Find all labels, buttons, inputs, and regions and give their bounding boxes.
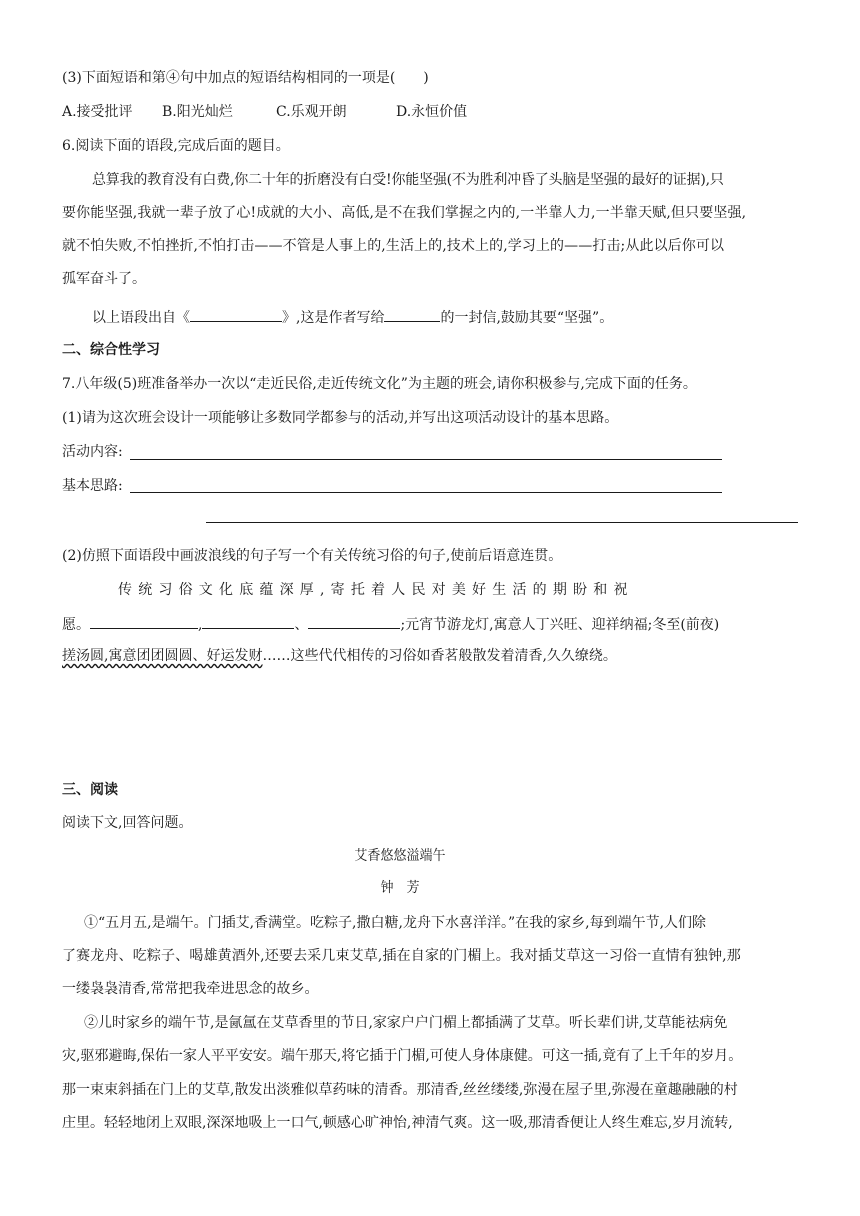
- q6-fill-sentence: [92, 306, 613, 328]
- q5-3-stem: (3)下面短语和第④句中加点的短语结构相同的一项是( ): [62, 70, 429, 86]
- imitation-blank-2[interactable]: [202, 613, 294, 629]
- q7-paragraph-line-1: 传统习俗文化底蕴深厚,寄托着人民对美好生活的期盼和祝: [118, 582, 634, 598]
- article-p2-line-4: 庄里。轻轻地闭上双眼,深深地吸上一口气,顿感心旷神怡,神清气爽。这一吸,那清香便让人终生难忘,岁月流转,: [62, 1115, 733, 1131]
- para-comma: ,: [198, 617, 203, 633]
- article-p2-line-1: ②儿时家乡的端午节,是氤氲在艾草香里的节日,家家户户门楣上都插满了艾草。听长辈们讲,艾草能祛病免: [84, 1015, 728, 1031]
- wavy-underlined-sentence: 搓汤圆,寓意团团圆圆、好运发财: [62, 648, 263, 664]
- q6-passage-line-4: 孤军奋斗了。: [62, 271, 146, 287]
- activity-answer-line[interactable]: [130, 459, 722, 460]
- q7-paragraph-line-3: [62, 646, 617, 666]
- activity-label: 活动内容:: [62, 444, 123, 460]
- imitation-blank-1[interactable]: [90, 613, 198, 629]
- q7-part2: (2)仿照下面语段中画波浪线的句子写一个有关传统习俗的句子,使前后语意连贯。: [62, 548, 563, 564]
- book-title-blank[interactable]: [190, 306, 282, 322]
- para-yuan: 愿。: [62, 617, 90, 633]
- imitation-blank-3[interactable]: [308, 613, 400, 629]
- para-line3-rest: ……这些代代相传的习俗如香茗般散发着清香,久久缭绕。: [262, 648, 617, 664]
- q6-passage-line-3: 就不怕失败,不怕挫折,不怕打击——不管是人事上的,生活上的,技术上的,学习上的——打击;从此以后你可以: [62, 238, 725, 254]
- article-p1-line-2: 了赛龙舟、吃粽子、喝雄黄酒外,还要去采几束艾草,插在自家的门楣上。我对插艾草这一习俗一直情有独钟,那: [62, 948, 741, 964]
- q6-stem: 6.阅读下面的语段,完成后面的题目。: [62, 138, 290, 154]
- section-2-title: 二、综合性学习: [62, 342, 160, 358]
- q6-fill-c: 的一封信,鼓励其要“坚强”。: [440, 310, 614, 326]
- idea-label: 基本思路:: [62, 478, 123, 494]
- q6-passage-line-1: 总算我的教育没有白费,你二十年的折磨没有白受!你能坚强(不为胜利冲昏了头脑是坚强的最好的证据),只: [92, 172, 724, 188]
- q6-passage-line-2: 要你能坚强,我就一辈子放了心!成就的大小、高低,是不在我们掌握之内的,一半靠人力,一半靠天赋,但只要坚强,: [62, 205, 747, 221]
- article-p1-line-3: 一缕袅袅清香,常常把我牵进思念的故乡。: [62, 981, 319, 997]
- q7-paragraph-line-2: [62, 613, 719, 635]
- article-title: 艾香悠悠溢端午: [354, 848, 446, 864]
- q6-fill-b: 》,这是作者写给: [282, 310, 385, 326]
- idea-answer-line-2[interactable]: [206, 522, 798, 523]
- reading-instruction: 阅读下文,回答问题。: [62, 815, 193, 831]
- article-p2-line-2: 灾,驱邪避晦,保佑一家人平平安安。端午那天,将它插于门楣,可使人身体康健。可这一插,竟有了上千年的岁月。: [62, 1048, 743, 1064]
- q7-part1: (1)请为这次班会设计一项能够让多数同学都参与的活动,并写出这项活动设计的基本思路。: [62, 410, 619, 426]
- para-line2-rest: ;元宵节游龙灯,寓意人丁兴旺、迎祥纳福;冬至(前夜): [400, 617, 720, 633]
- article-author: 钟 芳: [380, 880, 420, 896]
- q7-stem: 7.八年级(5)班准备举办一次以“走近民俗,走近传统文化”为主题的班会,请你积极参与,完成下面的任务。: [62, 376, 697, 392]
- recipient-blank[interactable]: [384, 306, 440, 322]
- article-p1-line-1: ①“五月五,是端午。门插艾,香满堂。吃粽子,撒白糖,龙舟下水喜洋洋。”在我的家乡,每到端午节,人们除: [84, 915, 707, 931]
- option-c: C.乐观开朗: [276, 104, 347, 120]
- article-p2-line-3: 那一束束斜插在门上的艾草,散发出淡雅似草药味的清香。那清香,丝丝缕缕,弥漫在屋子里,弥漫在童趣融融的村: [62, 1082, 738, 1098]
- q6-fill-a: 以上语段出自《: [92, 310, 190, 326]
- para-dun: 、: [294, 617, 309, 633]
- idea-answer-line-1[interactable]: [130, 492, 722, 493]
- option-a: A.接受批评: [62, 104, 133, 120]
- section-3-title: 三、阅读: [62, 782, 118, 798]
- option-b: B.阳光灿烂: [162, 104, 233, 120]
- option-d: D.永恒价值: [396, 104, 468, 120]
